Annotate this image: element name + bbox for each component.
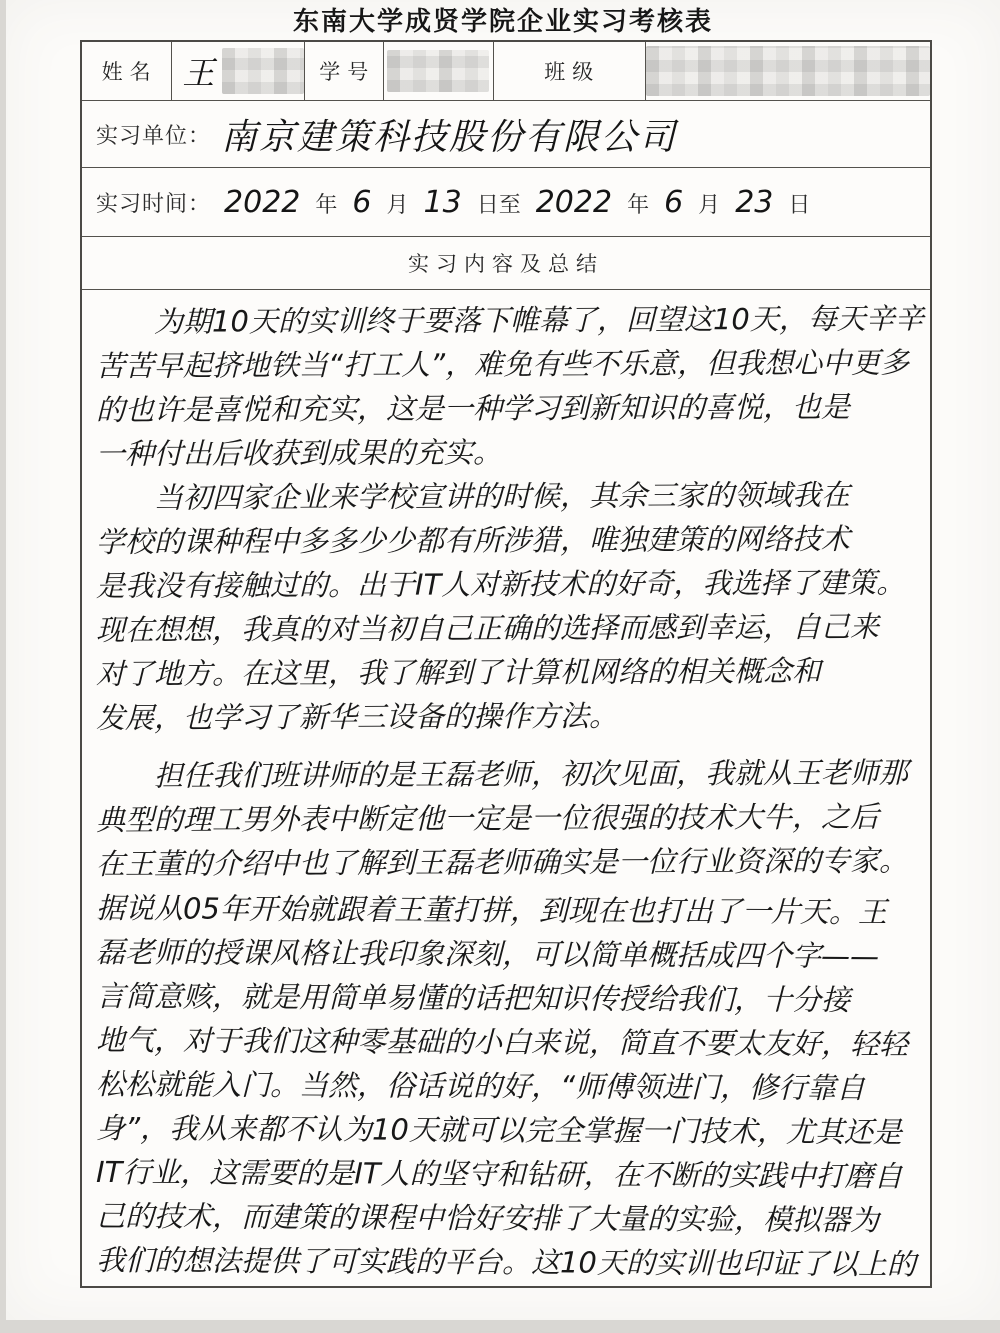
time-printed-unit: 年: [627, 192, 650, 218]
time-handwritten-value: 2022: [224, 184, 301, 220]
essay-line: 苦苦早起挤地铁当“打工人”，难免有些不乐意，但我想心中更多: [95, 345, 910, 383]
time-handwritten-value: 2022: [535, 184, 613, 220]
time-handwritten-value: 23: [735, 184, 774, 220]
class-value: [646, 42, 930, 100]
essay-line: 的也许是喜悦和充实，这是一种学习到新知识的喜悦，也是: [95, 389, 851, 427]
internship-time-row: [82, 168, 930, 237]
essay-line: 是我没有接触过的。出于IT人对新技术的好奇，我选择了建策。: [95, 565, 906, 603]
essay-line: 我们的想法提供了可实践的平台。这10天的实训也印证了以上的: [95, 1243, 916, 1282]
time-printed-unit: 月: [386, 192, 409, 218]
page-title: 东南大学成贤学院企业实习考核表: [292, 7, 713, 37]
essay-line: 学校的课种程中多多少少都有所涉猎，唯独建策的网络技术: [95, 521, 851, 559]
redacted-student-id-mosaic: [387, 50, 489, 92]
essay-line: 为期10天的实训终于要落下帷幕了，回望这10天，每天辛辛: [95, 301, 924, 339]
form-table: [80, 40, 932, 1288]
essay-line: 据说从05年开始就跟着王董打拼，到现在也打出了一片天。王: [95, 891, 887, 930]
time-printed-unit: 日至: [476, 192, 521, 218]
essay-line: 地气，对于我们这种零基础的小白来说，简直不要太友好，轻轻: [95, 1023, 909, 1062]
time-printed-unit: 月: [698, 192, 721, 218]
internship-unit-label: 实习单位：: [96, 123, 212, 149]
student-id-value: [384, 42, 494, 100]
essay-line: 当初四家企业来学校宣讲的时候，其余三家的领域我在: [95, 477, 851, 515]
time-handwritten-value: 13: [423, 184, 462, 220]
essay-line: 磊老师的授课风格让我印象深刻，可以简单概括成四个字——: [95, 935, 880, 974]
name-label: 姓名: [82, 42, 172, 100]
section-header: 实习内容及总结: [82, 237, 930, 290]
internship-unit-row: [82, 101, 930, 168]
time-printed-unit: 年: [315, 192, 338, 218]
essay-line: 发展，也学习了新华三设备的操作方法。: [95, 698, 619, 735]
time-handwritten-value: 6: [352, 184, 372, 220]
essay-line: 对了地方。在这里，我了解到了计算机网络的相关概念和: [95, 653, 822, 691]
time-handwritten-value: 6: [664, 184, 684, 220]
internship-time-value: [211, 185, 812, 220]
essay-line: 典型的理工男外表中断定他一定是一位很强的技术大牛，之后: [95, 799, 880, 837]
document-sheet: [6, 0, 1000, 1320]
essay-line: 己的技术，而建策的课程中恰好安排了大量的实验，模拟器为: [95, 1199, 880, 1238]
internship-time-label: 实习时间：: [96, 191, 212, 217]
essay-line: IT行业，这需要的是IT人的坚守和钻研，在不断的实践中打磨自: [95, 1155, 903, 1194]
essay-line: 担任我们班讲师的是王磊老师，初次见面，我就从王老师那: [95, 755, 909, 793]
class-label: 班级: [494, 42, 646, 100]
essay-line: 言简意赅，就是用简单易懂的话把知识传授给我们，十分接: [95, 979, 851, 1017]
essay-line: 身”，我从来都不认为10天就可以完全掌握一门技术，尤其还是: [95, 1111, 903, 1150]
time-printed-unit: 日: [788, 192, 811, 218]
redacted-class-mosaic: [646, 46, 930, 96]
essay-line: 一种付出后收获到成果的充实。: [95, 435, 503, 471]
redacted-name-mosaic: [222, 48, 304, 94]
essay-line: 在王董的介绍中也了解到王磊老师确实是一位行业资深的专家。: [95, 843, 909, 881]
name-handwritten-char: 王: [182, 54, 215, 92]
identity-row: [82, 42, 930, 101]
name-value: [172, 42, 305, 100]
internship-unit-value: 南京建策科技股份有限公司: [221, 116, 678, 158]
essay-body: [82, 290, 930, 1286]
essay-line: 现在想想，我真的对当初自己正确的选择而感到幸运，自己来: [95, 609, 880, 647]
student-id-label: 学号: [305, 42, 384, 100]
essay-line: 松松就能入门。当然，俗话说的好，“师傅领进门，修行靠自: [95, 1067, 866, 1106]
